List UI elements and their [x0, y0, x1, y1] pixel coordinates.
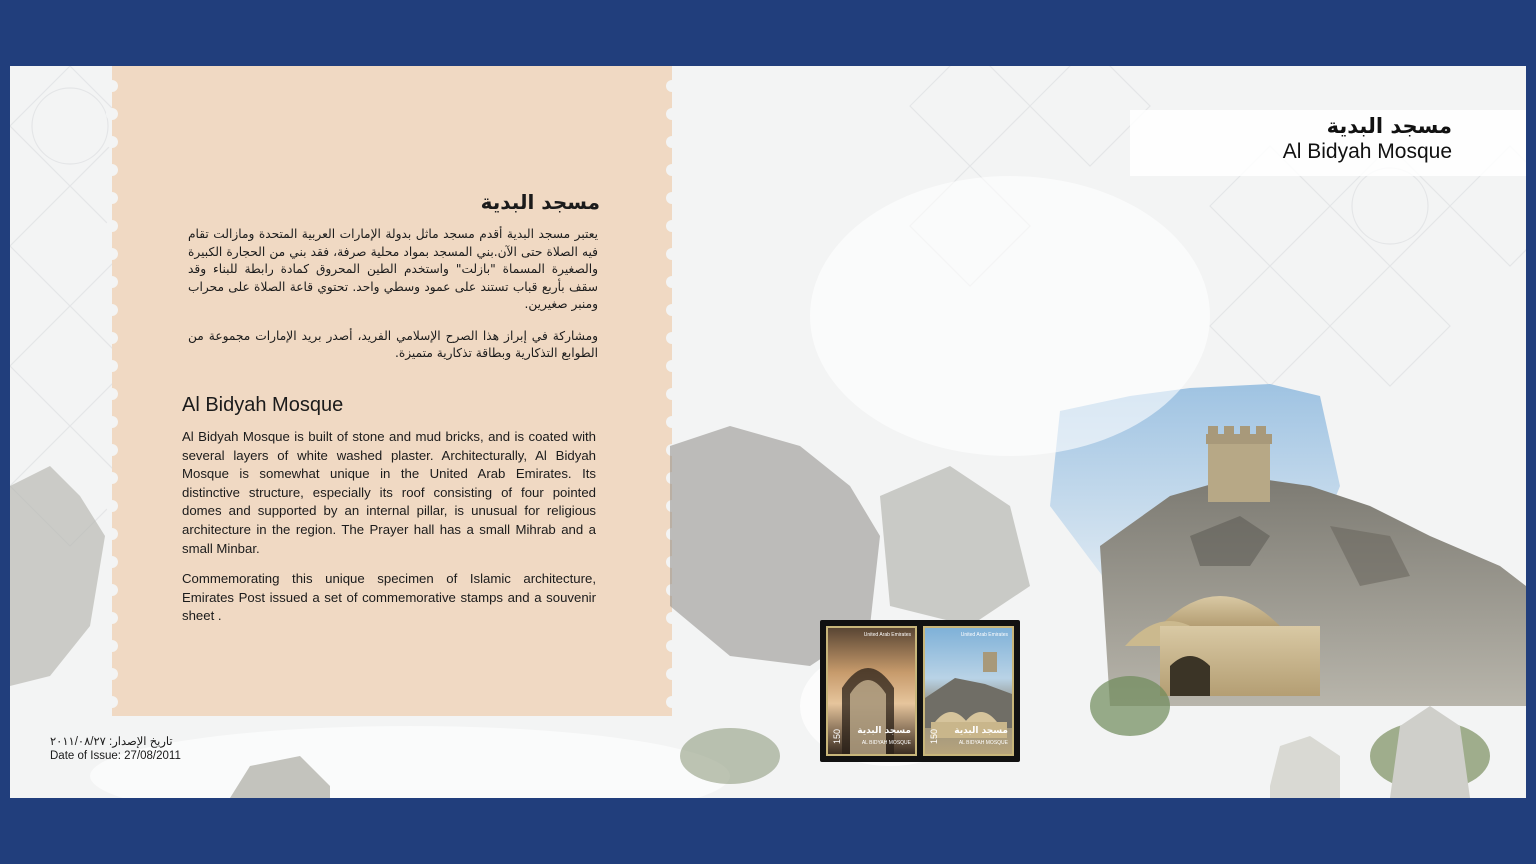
stamp-value: 150	[929, 728, 939, 744]
stamp-name-ar: مسجد البدية	[954, 726, 1008, 736]
right-arabic-title: مسجد البدية	[1326, 114, 1452, 138]
issue-date-arabic: تاريخ الإصدار: ٢٠١١/٠٨/٢٧	[50, 736, 173, 748]
stamp-interior	[826, 626, 917, 756]
english-body	[182, 428, 596, 638]
arabic-paragraph: ومشاركة في إبراز هذا الصرح الإسلامي الفريد، أصدر بريد الإمارات مجموعة من الطوابع التذكارية وبطاقة تذكارية متميزة.	[188, 328, 598, 360]
stamp-name-en: AL BIDYAH MOSQUE	[958, 740, 1008, 746]
stamp-name-ar: مسجد البدية	[857, 726, 911, 736]
arabic-title: مسجد البدية	[480, 190, 600, 214]
stamp-value: 150	[832, 728, 842, 744]
right-english-title: Al Bidyah Mosque	[1282, 140, 1452, 163]
english-paragraph: Commemorating this unique specimen of Islamic architecture, Emirates Post issued a set of commemorative stamps and a souvenir sheet .	[182, 571, 596, 624]
english-title: Al Bidyah Mosque	[182, 394, 344, 416]
stamp-country: United Arab Emirates	[960, 632, 1008, 638]
stamp-exterior	[923, 626, 1014, 756]
stamp-name-en: AL BIDYAH MOSQUE	[861, 740, 911, 746]
arabic-body	[188, 226, 598, 377]
booklet-page	[10, 66, 1526, 798]
issue-date-english: Date of Issue: 27/08/2011	[50, 750, 181, 762]
stamp-set	[820, 620, 1020, 762]
stamp-country: United Arab Emirates	[863, 632, 911, 638]
english-paragraph: Al Bidyah Mosque is built of stone and mud bricks, and is coated with several layers of white washed plaster. Architecturally, Al Bidyah Mosque is somewhat unique in the United Arab Emirates. Its distinctive structure, especially its roof consisting of four pointed domes and supported by an internal pillar, is unusual for religious architecture in the region. The Prayer hall has a small Mihrab and a small Minbar.	[182, 429, 596, 556]
issue-date	[50, 735, 181, 763]
arabic-paragraph: يعتبر مسجد البدية أقدم مسجد ماثل بدولة الإمارات العربية المتحدة ومازالت تقام فيه الصلاة حتى الآن.بني المسجد بمواد محلية صرفة، فقد بني من الحجارة الكبيرة والصغيرة المسماة "بازلت" واستخدم الطين المحروق كمادة رابطة للبناء وقد سقف بأربع قباب تستند على عمود وسطي واحد. تحتوي قاعة الصلاة على محراب ومنبر صغيرين.	[188, 227, 598, 311]
